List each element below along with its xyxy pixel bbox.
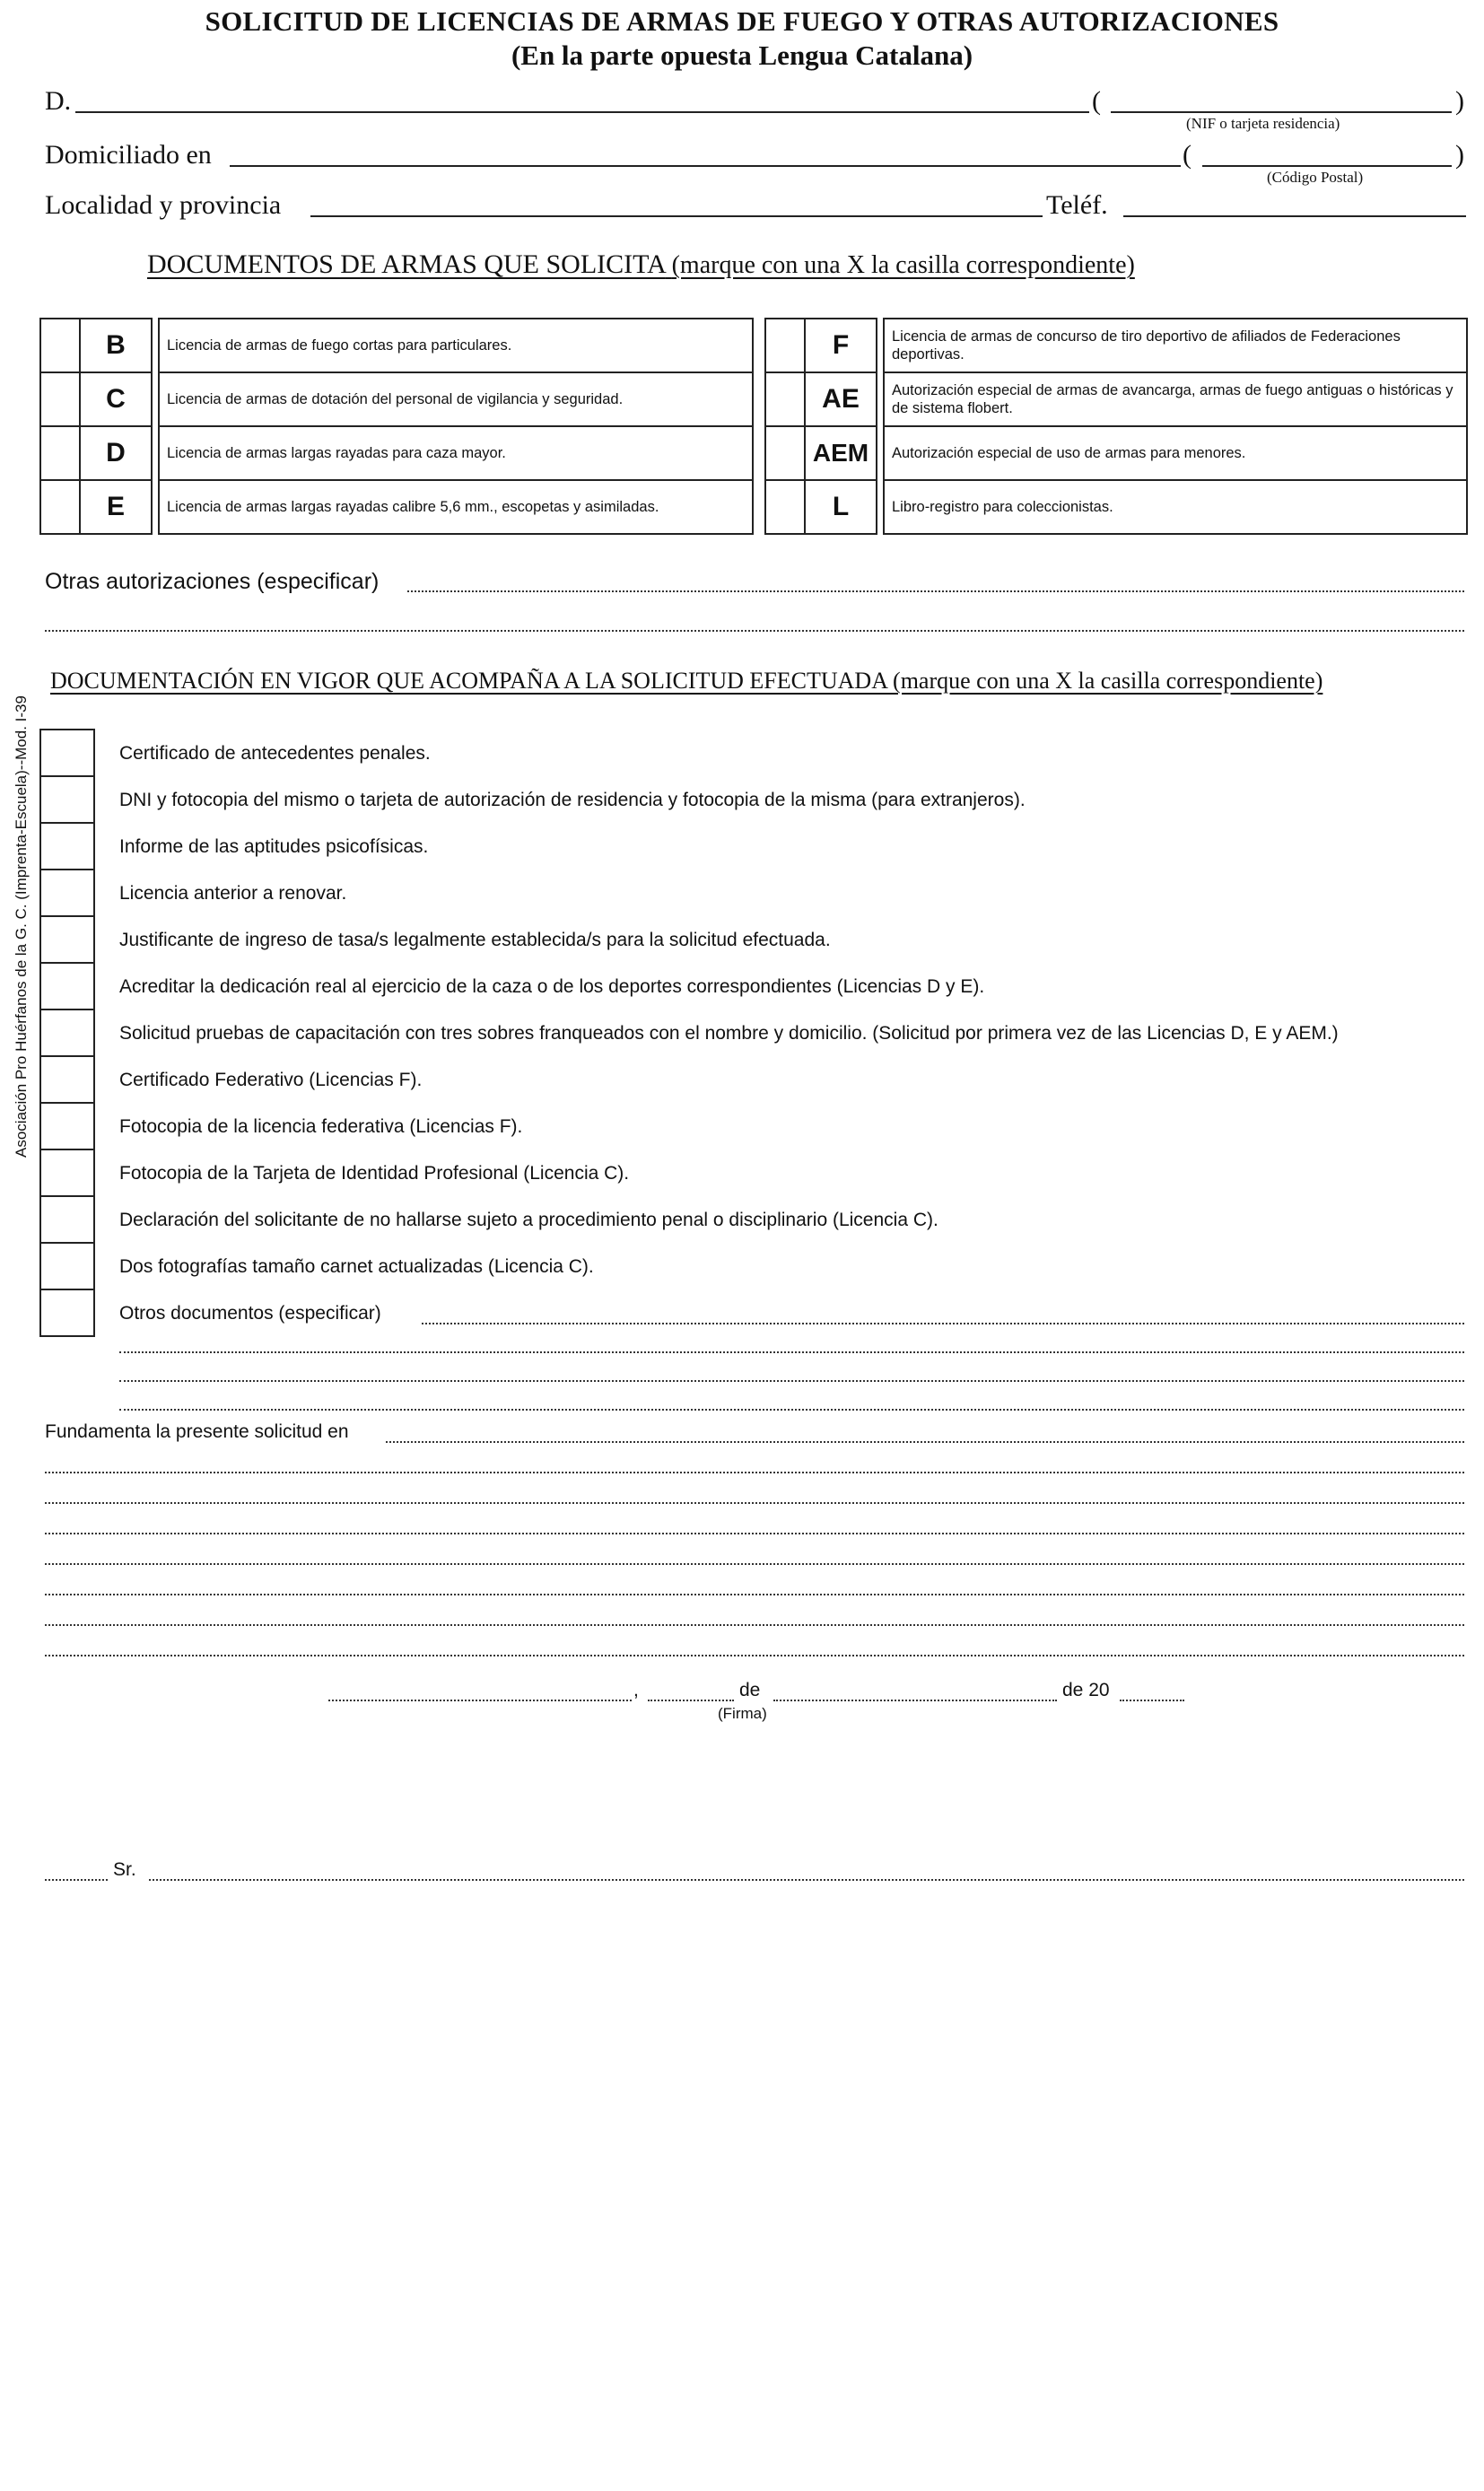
desc-l: Libro-registro para coleccionistas. — [883, 479, 1468, 535]
fundamenta-line-4[interactable] — [45, 1533, 1464, 1534]
localidad-field[interactable] — [310, 215, 1043, 217]
fundamenta-label: Fundamenta la presente solicitud en — [45, 1421, 349, 1442]
doc-item-7: Solicitud pruebas de capacitación con tres sobres franqueados con el nombre y domicilio. (Solicitud por primera vez de las Licencias D, E y AEM.) — [119, 1023, 1339, 1044]
desc-f: Licencia de armas de concurso de tiro deportivo de afiliados de Federaciones deportivas. — [883, 318, 1468, 373]
desc-b: Licencia de armas de fuego cortas para particulares. — [158, 318, 754, 373]
section-documentacion-heading: DOCUMENTACIÓN EN VIGOR QUE ACOMPAÑA A LA SOLICITUD EFECTUADA (marque con una X la casilla correspondiente) — [50, 668, 1323, 694]
desc-d: Licencia de armas largas rayadas para caza mayor. — [158, 425, 754, 481]
cp-open-paren: ( — [1183, 140, 1192, 170]
doc-item-1: Certificado de antecedentes penales. — [119, 743, 431, 764]
doc-item-13: Otros documentos (especificar) — [119, 1303, 381, 1324]
doc-item-4: Licencia anterior a renovar. — [119, 883, 347, 904]
otros-documentos-line4[interactable] — [119, 1409, 1464, 1411]
nif-hint: (NIF o tarjeta residencia) — [1186, 115, 1340, 132]
year-field[interactable] — [1120, 1700, 1184, 1701]
doc-checkbox-4[interactable] — [39, 869, 95, 917]
code-d: D — [79, 425, 153, 481]
section-armas-heading-note: (marque con una X la casilla correspondiente) — [671, 251, 1135, 279]
doc-item-5: Justificante de ingreso de tasa/s legalmente establecida/s para la solicitud efectuada. — [119, 930, 831, 950]
cp-hint: (Código Postal) — [1267, 169, 1364, 186]
doc-checkbox-5[interactable] — [39, 915, 95, 964]
otras-field[interactable] — [407, 590, 1464, 592]
side-imprint-text: Asociación Pro Huérfanos de la G. C. (Imprenta-Escuela)--Mod. I-39 — [13, 695, 30, 1158]
fundamenta-line-3[interactable] — [45, 1502, 1464, 1504]
checkbox-b[interactable] — [39, 318, 81, 373]
checkbox-c[interactable] — [39, 371, 81, 427]
checkbox-f[interactable] — [764, 318, 806, 373]
doc-item-12: Dos fotografías tamaño carnet actualizadas (Licencia C). — [119, 1256, 594, 1277]
checkbox-l[interactable] — [764, 479, 806, 535]
domicilio-label: Domiciliado en — [45, 140, 212, 170]
doc-item-6: Acreditar la dedicación real al ejercicio de la caza o de los deportes correspondientes (Licencias D y E). — [119, 976, 985, 997]
section-armas-heading-main: DOCUMENTOS DE ARMAS QUE SOLICITA — [147, 249, 666, 279]
code-c: C — [79, 371, 153, 427]
fundamenta-line-7[interactable] — [45, 1624, 1464, 1626]
section-armas-heading — [147, 249, 1135, 280]
sr-field[interactable] — [149, 1879, 1464, 1881]
otros-documentos-line3[interactable] — [119, 1380, 1464, 1382]
d-label: D. — [45, 86, 72, 116]
doc-checkbox-6[interactable] — [39, 962, 95, 1010]
otros-documentos-line2[interactable] — [119, 1351, 1464, 1353]
fundamenta-line-1[interactable] — [386, 1441, 1464, 1443]
doc-item-2: DNI y fotocopia del mismo o tarjeta de autorización de residencia y fotocopia de la misma (para extranjeros). — [119, 790, 1026, 810]
doc-checkbox-11[interactable] — [39, 1195, 95, 1244]
date-de-1: de — [739, 1680, 761, 1700]
otras-label: Otras autorizaciones (especificar) — [45, 569, 380, 594]
desc-aem: Autorización especial de uso de armas para menores. — [883, 425, 1468, 481]
firma-label: (Firma) — [718, 1705, 767, 1722]
doc-checkbox-8[interactable] — [39, 1055, 95, 1104]
cp-field[interactable] — [1202, 165, 1452, 167]
place-field[interactable] — [328, 1700, 632, 1701]
desc-c: Licencia de armas de dotación del personal de vigilancia y seguridad. — [158, 371, 754, 427]
code-l: L — [804, 479, 877, 535]
telef-field[interactable] — [1123, 215, 1466, 217]
fundamenta-line-2[interactable] — [45, 1472, 1464, 1473]
otras-field-line2[interactable] — [45, 630, 1464, 632]
doc-item-10: Fotocopia de la Tarjeta de Identidad Profesional (Licencia C). — [119, 1163, 630, 1184]
checkbox-e[interactable] — [39, 479, 81, 535]
otros-documentos-field[interactable] — [422, 1323, 1464, 1324]
domicilio-field[interactable] — [230, 165, 1181, 167]
doc-item-11: Declaración del solicitante de no hallarse sujeto a procedimiento penal o disciplinario (Licencia C). — [119, 1210, 938, 1230]
fundamenta-line-6[interactable] — [45, 1594, 1464, 1595]
cp-close-paren: ) — [1455, 140, 1464, 170]
date-de-2: de 20 — [1062, 1680, 1110, 1700]
doc-checkbox-12[interactable] — [39, 1242, 95, 1290]
nif-open-paren: ( — [1092, 86, 1101, 116]
doc-checkbox-3[interactable] — [39, 822, 95, 870]
checkbox-ae[interactable] — [764, 371, 806, 427]
form-title: SOLICITUD DE LICENCIAS DE ARMAS DE FUEGO Y OTRAS AUTORIZACIONES — [205, 5, 1279, 37]
desc-ae: Autorización especial de armas de avancarga, armas de fuego antiguas o históricas y de sistema flobert. — [883, 371, 1468, 427]
desc-e: Licencia de armas largas rayadas calibre 5,6 mm., escopetas y asimiladas. — [158, 479, 754, 535]
code-ae: AE — [804, 371, 877, 427]
nif-close-paren: ) — [1455, 86, 1464, 116]
name-field[interactable] — [75, 111, 1089, 113]
doc-checkbox-10[interactable] — [39, 1149, 95, 1197]
code-f: F — [804, 318, 877, 373]
doc-checkbox-2[interactable] — [39, 775, 95, 824]
code-e: E — [79, 479, 153, 535]
doc-checkbox-13[interactable] — [39, 1289, 95, 1337]
code-b: B — [79, 318, 153, 373]
doc-checkbox-1[interactable] — [39, 729, 95, 777]
doc-item-3: Informe de las aptitudes psicofísicas. — [119, 836, 429, 857]
nif-field[interactable] — [1111, 111, 1452, 113]
sr-label: Sr. — [113, 1859, 136, 1880]
month-field[interactable] — [773, 1700, 1057, 1701]
date-comma: , — [633, 1680, 639, 1700]
fundamenta-line-8[interactable] — [45, 1655, 1464, 1656]
day-field[interactable] — [648, 1700, 734, 1701]
code-aem: AEM — [804, 425, 877, 481]
doc-item-8: Certificado Federativo (Licencias F). — [119, 1070, 423, 1090]
form-subtitle: (En la parte opuesta Lengua Catalana) — [511, 39, 973, 71]
checkbox-aem[interactable] — [764, 425, 806, 481]
localidad-label: Localidad y provincia — [45, 190, 282, 220]
sr-prefix-field[interactable] — [45, 1879, 108, 1881]
fundamenta-line-5[interactable] — [45, 1563, 1464, 1565]
checkbox-d[interactable] — [39, 425, 81, 481]
telef-label: Teléf. — [1046, 190, 1108, 220]
doc-checkbox-7[interactable] — [39, 1009, 95, 1057]
doc-item-9: Fotocopia de la licencia federativa (Licencias F). — [119, 1116, 523, 1137]
doc-checkbox-9[interactable] — [39, 1102, 95, 1150]
